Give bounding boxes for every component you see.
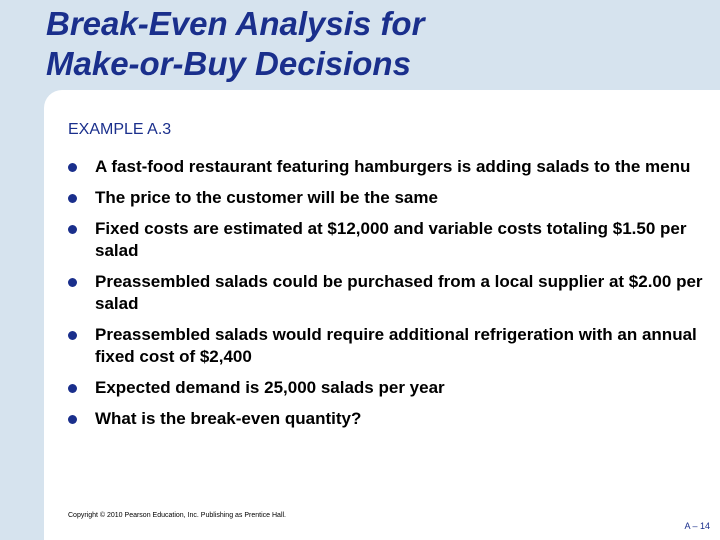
page-number: A – 14 (684, 521, 710, 531)
slide-title-line-2: Make-or-Buy Decisions (46, 45, 411, 82)
bullet-item (68, 156, 708, 178)
bullet-text: Preassembled salads could be purchased from a local supplier at $2.00 per salad (95, 272, 703, 313)
bullet-dot-icon (68, 384, 77, 393)
bullet-item (68, 187, 708, 209)
slide-title-line-1: Break-Even Analysis for (46, 5, 425, 42)
slide-title (46, 4, 706, 84)
bullet-item (68, 408, 708, 430)
bullet-item (68, 271, 708, 315)
bullet-item (68, 377, 708, 399)
bullet-text: Preassembled salads would require additional refrigeration with an annual fixed cost of $2,400 (95, 325, 697, 366)
bullet-text: What is the break-even quantity? (95, 409, 362, 428)
bullet-item (68, 324, 708, 368)
bullet-dot-icon (68, 194, 77, 203)
bullet-dot-icon (68, 225, 77, 234)
bullet-text: Fixed costs are estimated at $12,000 and variable costs totaling $1.50 per salad (95, 219, 687, 260)
bullet-text: Expected demand is 25,000 salads per year (95, 378, 445, 397)
bullet-dot-icon (68, 415, 77, 424)
bullet-text: The price to the customer will be the same (95, 188, 438, 207)
example-label: EXAMPLE A.3 (68, 121, 172, 138)
bullet-item (68, 218, 708, 262)
bullet-dot-icon (68, 278, 77, 287)
bullet-dot-icon (68, 331, 77, 340)
bullet-list (68, 156, 708, 439)
bullet-dot-icon (68, 163, 77, 172)
bullet-text: A fast-food restaurant featuring hamburgers is adding salads to the menu (95, 157, 691, 176)
copyright-notice: Copyright © 2010 Pearson Education, Inc. Publishing as Prentice Hall. (68, 512, 287, 519)
